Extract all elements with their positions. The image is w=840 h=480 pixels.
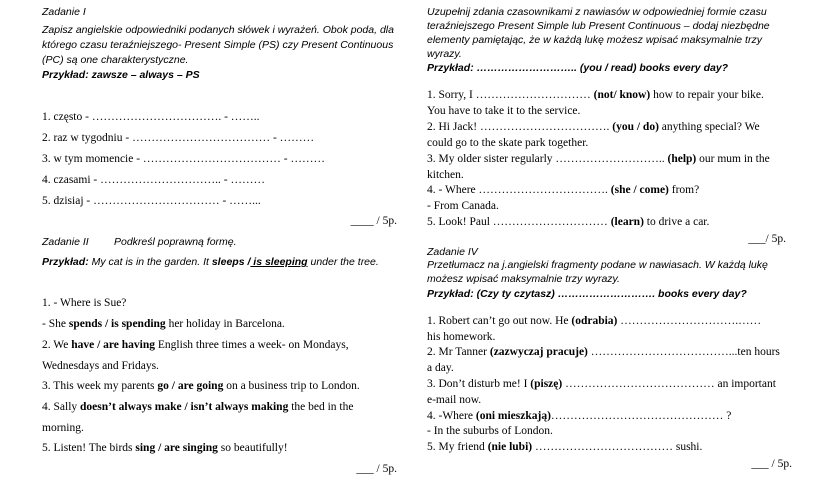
task2-instruction: Podkreśl poprawną formę.	[114, 236, 237, 248]
task1-item: 3. w tym momencie - ……………………………… - ………	[42, 153, 326, 165]
task2-item: 4. Sally doesn’t always make / isn’t always making the bed in the	[42, 401, 354, 413]
task2-item: 2. We have / are having English three times a week- on Mondays,	[42, 339, 349, 351]
task4-instruction-line: możesz wpisać maksymalnie trzy wyrazy.	[427, 273, 620, 285]
task2-example-label: Przykład:	[42, 256, 89, 268]
task1-instruction-line: Zapisz angielskie odpowiedniki podanych słówek i wyrażeń. Obok poda, dla	[42, 24, 394, 36]
task2-item: 3. This week my parents go / are going on a business trip to London.	[42, 380, 360, 392]
task4-instruction-line: Przetłumacz na j.angielski fragmenty podane w nawiasach. W każdą lukę	[427, 259, 768, 271]
task2-example-option: sleeps /	[211, 256, 251, 268]
task3-item: - From Canada.	[427, 200, 499, 212]
task3-example: Przykład: ……………………….. (you / read) books every day?	[427, 62, 729, 74]
task3-item: 4. - Where ……………………………. (she / come) from?	[427, 184, 700, 196]
task4-item: 1. Robert can’t go out now. He (odrabia) ………………………….……	[427, 315, 762, 327]
task2-example-text: under the tree.	[310, 256, 379, 268]
task4-example: Przykład: (Czy ty czytasz) ………………………. books every day?	[427, 288, 747, 300]
task3-item: 3. My older sister regularly ……………………….. (help) our mum in the	[427, 153, 770, 165]
task4-title: Zadanie IV	[427, 246, 478, 258]
task3-instruction-line: wyrazy.	[427, 48, 462, 60]
task3-item: 5. Look! Paul ………………………… (learn) to drive a car.	[427, 216, 710, 228]
task1-instruction-line: (PC) są one charakterystyczne.	[42, 54, 189, 66]
task3-instruction-line: Uzupełnij zdania czasownikami z nawiasów w odpowiedniej formie czasu	[427, 6, 767, 18]
task4-score: ___ / 5p.	[751, 458, 792, 470]
task1-score: ____ / 5p.	[350, 215, 397, 227]
task2-title: Zadanie II	[42, 236, 89, 248]
task4-item: e-mail now.	[427, 394, 482, 406]
task2-score: ___ / 5p.	[356, 463, 397, 475]
task1-item: 4. czasami - ………………………….. - ………	[42, 174, 265, 186]
task4-item: 4. -Where (oni mieszkają)……………………………………… ?	[427, 410, 732, 422]
task2-options[interactable]: have / are having	[71, 339, 156, 351]
task2-options[interactable]: spends / is spending	[68, 318, 166, 330]
task3-item: You have to take it to the service.	[427, 105, 581, 117]
task2-example	[42, 255, 379, 269]
task2-options[interactable]: doesn’t always make / isn’t always making	[80, 401, 289, 413]
task4-item: his homework.	[427, 331, 496, 343]
task4-item: 2. Mr Tanner (zazwyczaj pracuje) ………………………………...ten hours	[427, 346, 780, 358]
task3-instruction-line: elementy pamiętając, że w każdą lukę możesz wpisać maksymalnie trzy	[427, 34, 762, 46]
task2-example-text: My cat is in the garden. It	[91, 256, 209, 268]
task2-example-answer: is sleeping	[250, 256, 308, 268]
task2-options[interactable]: sing / are singing	[135, 442, 218, 454]
task4-item: - In the suburbs of London.	[427, 425, 553, 437]
task3-item: 2. Hi Jack! ……………………………. (you / do) anything special? We	[427, 121, 760, 133]
task3-item: could go to the skate park together.	[427, 137, 589, 149]
task1-title: Zadanie I	[42, 6, 86, 18]
task1-item: 1. często - ……………………………. - ……..	[42, 111, 260, 123]
task3-instruction-line: teraźniejszego Present Simple lub Present Continuous – dodaj niezbędne	[427, 20, 770, 32]
task4-item: a day.	[427, 362, 454, 374]
task4-item: 5. My friend (nie lubi) ……………………………… sushi.	[427, 441, 703, 453]
task2-item: 1. - Where is Sue?	[42, 297, 127, 309]
task2-item: 5. Listen! The birds sing / are singing so beautifully!	[42, 442, 288, 454]
task1-item: 2. raz w tygodniu - ……………………………… - ………	[42, 132, 315, 144]
task2-item: - She spends / is spending her holiday in Barcelona.	[42, 318, 285, 330]
task1-instruction-line: którego czasu teraźniejszego- Present Simple (PS) czy Present Continuous	[42, 39, 394, 51]
task1-example: Przykład: zawsze – always – PS	[42, 69, 200, 81]
task4-item: 3. Don’t disturb me! I (piszę) ………………………………… an important	[427, 378, 776, 390]
task2-options[interactable]: go / are going	[157, 380, 224, 392]
task3-score: ___/ 5p.	[748, 233, 786, 245]
task3-item: 1. Sorry, I ………………………… (not/ know) how to repair your bike.	[427, 89, 764, 101]
task2-item: Wednesdays and Fridays.	[42, 360, 159, 372]
task3-item: kitchen.	[427, 169, 464, 181]
task2-item: morning.	[42, 422, 84, 434]
task1-item: 5. dzisiaj - …………………………… - ……...	[42, 195, 261, 207]
